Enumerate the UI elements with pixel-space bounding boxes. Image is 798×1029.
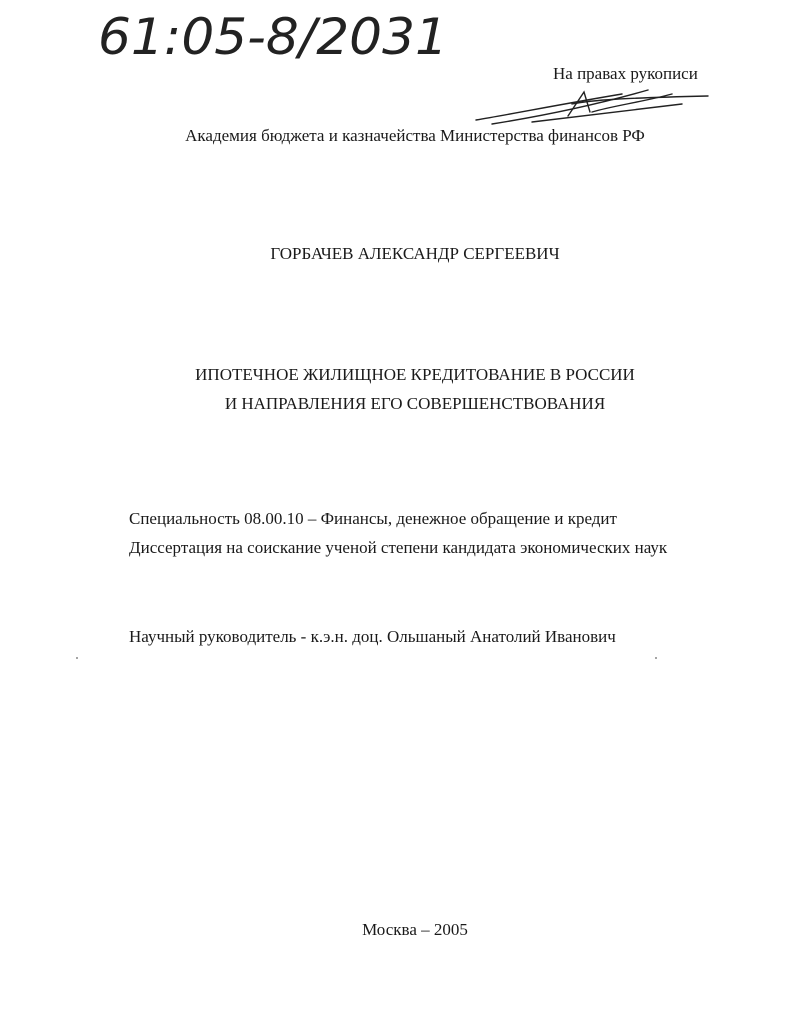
scan-speck	[655, 657, 657, 659]
dissertation-title	[0, 360, 798, 418]
institution-name: Академия бюджета и казначейства Министерства финансов РФ	[185, 126, 645, 145]
scan-speck	[76, 657, 78, 659]
title-line-1: ИПОТЕЧНОЕ ЖИЛИЩНОЕ КРЕДИТОВАНИЕ В РОССИИ	[195, 365, 635, 384]
signature-icon	[472, 82, 712, 132]
degree-line: Диссертация на соискание ученой степени кандидата экономических наук	[129, 538, 668, 557]
title-line-2: И НАПРАВЛЕНИЯ ЕГО СОВЕРШЕНСТВОВАНИЯ	[224, 394, 606, 413]
archive-number-handwritten	[96, 2, 456, 74]
place-and-year: Москва – 2005	[362, 920, 468, 939]
author-name: ГОРБАЧЕВ АЛЕКСАНДР СЕРГЕЕВИЧ	[270, 244, 560, 263]
advisor-line: Научный руководитель - к.э.н. доц. Ольшаный Анатолий Иванович	[129, 627, 616, 646]
rights-notice: На правах рукописи	[553, 64, 698, 83]
archive-number-text: 61:05-8/2031	[98, 8, 448, 66]
specialty-line: Специальность 08.00.10 – Финансы, денежное обращение и кредит	[129, 509, 617, 528]
